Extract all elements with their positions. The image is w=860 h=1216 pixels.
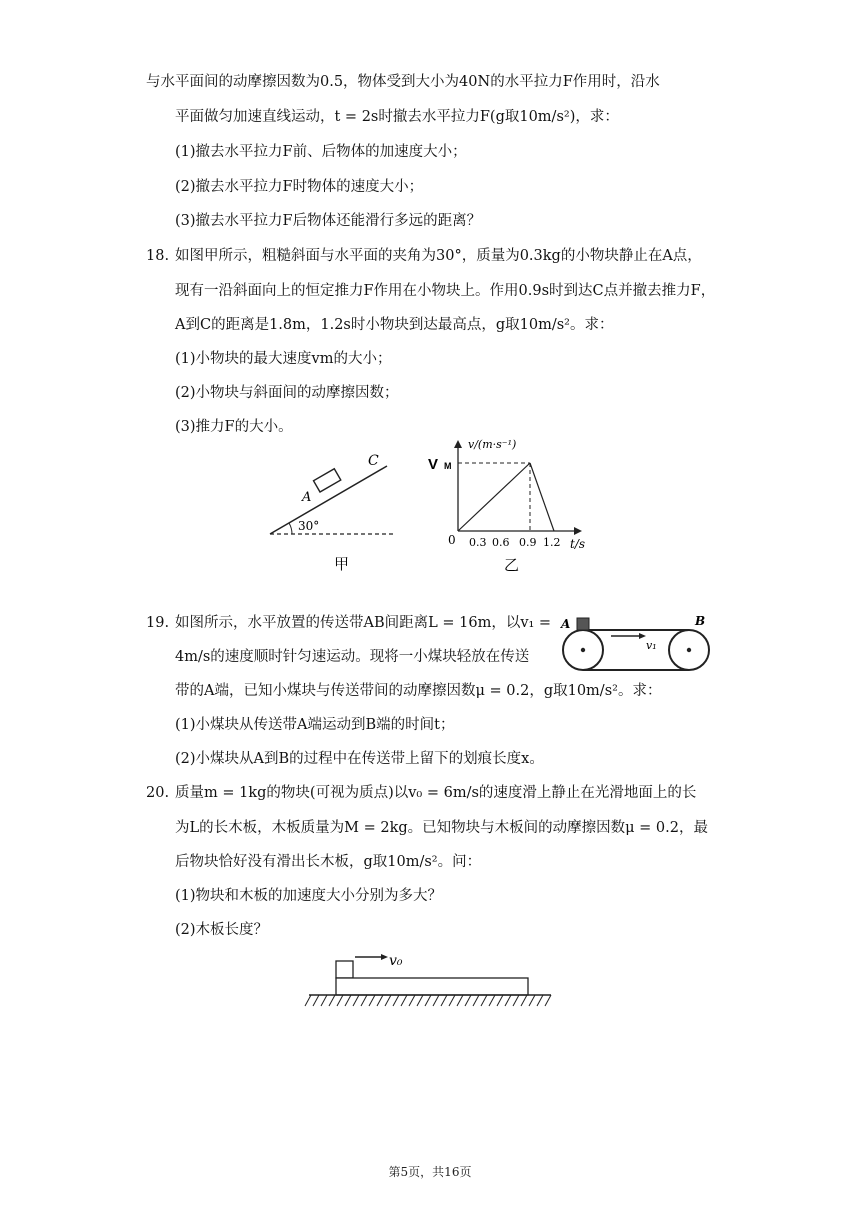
q20-line-2: 为L的长木板，木板质量为M = 2kg。已知物块与木板间的动摩擦因数μ = 0.2，最	[175, 820, 708, 836]
q17-subq-2: (2)撤去水平拉力F时物体的速度大小；	[175, 179, 424, 195]
q20-line-3: 后物块恰好没有滑出长木板，g取10m/s²。问：	[175, 854, 482, 870]
label-a: A	[302, 490, 312, 505]
q20-subq-2: (2)木板长度？	[175, 922, 269, 938]
q19-line-3: 带的A端，已知小煤块与传送带间的动摩擦因数μ = 0.2，g取10m/s²。求：	[175, 683, 662, 699]
q17-line-1: 与水平面间的动摩擦因数为0.5，物体受到大小为40N的水平拉力F作用时，沿水	[146, 74, 660, 90]
page-footer: 第5页，共16页	[388, 1165, 472, 1179]
label-c: C	[368, 453, 379, 469]
label-v1: v₁	[646, 639, 657, 652]
figure-board	[303, 942, 559, 1014]
label-b: B	[695, 614, 706, 628]
q17-subq-1: (1)撤去水平拉力F前、后物体的加速度大小；	[175, 144, 467, 160]
vm-label: V	[428, 456, 439, 473]
q18-subq-3: (3)推力F的大小。	[175, 419, 293, 435]
block-a	[314, 469, 341, 492]
coal-block	[577, 618, 589, 630]
figure-conveyor	[556, 610, 718, 678]
q18-subq-1: (1)小物块的最大速度vm的大小；	[175, 351, 392, 367]
q18-subq-2: (2)小物块与斜面间的动摩擦因数；	[175, 385, 399, 401]
tick-1-2: 1.2	[543, 536, 561, 549]
q20-line-1: 质量m = 1kg的物块(可视为质点)以v₀ = 6m/s的速度滑上静止在光滑地面上的长	[175, 785, 697, 801]
caption-jia: 甲	[334, 555, 350, 573]
q18-line-3: A到C的距离是1.8m，1.2s时小物块到达最高点，g取10m/s²。求：	[175, 317, 614, 333]
x-axis-label: t/s	[570, 537, 586, 551]
small-block	[336, 961, 353, 978]
angle-label: 30°	[298, 519, 320, 533]
tick-0-3: 0.3	[469, 536, 487, 549]
q19-number: 19.	[146, 615, 170, 631]
q18-line-2: 现有一沿斜面向上的恒定推力F作用在小物块上。作用0.9s时到达C点并撤去推力F，	[175, 283, 716, 299]
q19-subq-2: (2)小煤块从A到B的过程中在传送带上留下的划痕长度x。	[175, 751, 544, 767]
q20-subq-1: (1)物块和木板的加速度大小分别为多大？	[175, 888, 443, 904]
long-board	[336, 978, 528, 995]
origin-label: 0	[448, 533, 456, 547]
vm-subscript: M	[444, 461, 452, 471]
figure-vt-graph	[422, 436, 592, 576]
y-axis-label: v/(m·s⁻¹)	[468, 438, 517, 451]
tick-0-6: 0.6	[492, 536, 510, 549]
q18-line-1: 如图甲所示，粗糙斜面与水平面的夹角为30°，质量为0.3kg的小物块静止在A点，	[175, 248, 702, 264]
q19-line-2: 4m/s的速度顺时针匀速运动。现将一小煤块轻放在传送	[175, 649, 530, 665]
q17-subq-3: (3)撤去水平拉力F后物体还能滑行多远的距离？	[175, 213, 482, 229]
q19-line-1: 如图所示，水平放置的传送带AB间距离L = 16m，以v₁ =	[175, 615, 552, 631]
label-a: A	[561, 617, 571, 631]
q17-line-2: 平面做匀加速直线运动，t = 2s时撤去水平拉力F(g取10m/s²)，求：	[175, 109, 619, 125]
figure-incline	[262, 448, 402, 578]
q20-number: 20.	[146, 785, 170, 801]
caption-yi: 乙	[504, 556, 520, 574]
q19-subq-1: (1)小煤块从传送带A端运动到B端的时间t；	[175, 717, 455, 733]
q18-number: 18.	[146, 248, 170, 264]
ground-hatching	[305, 995, 551, 1006]
label-v0: v₀	[389, 953, 403, 969]
tick-0-9: 0.9	[519, 536, 537, 549]
